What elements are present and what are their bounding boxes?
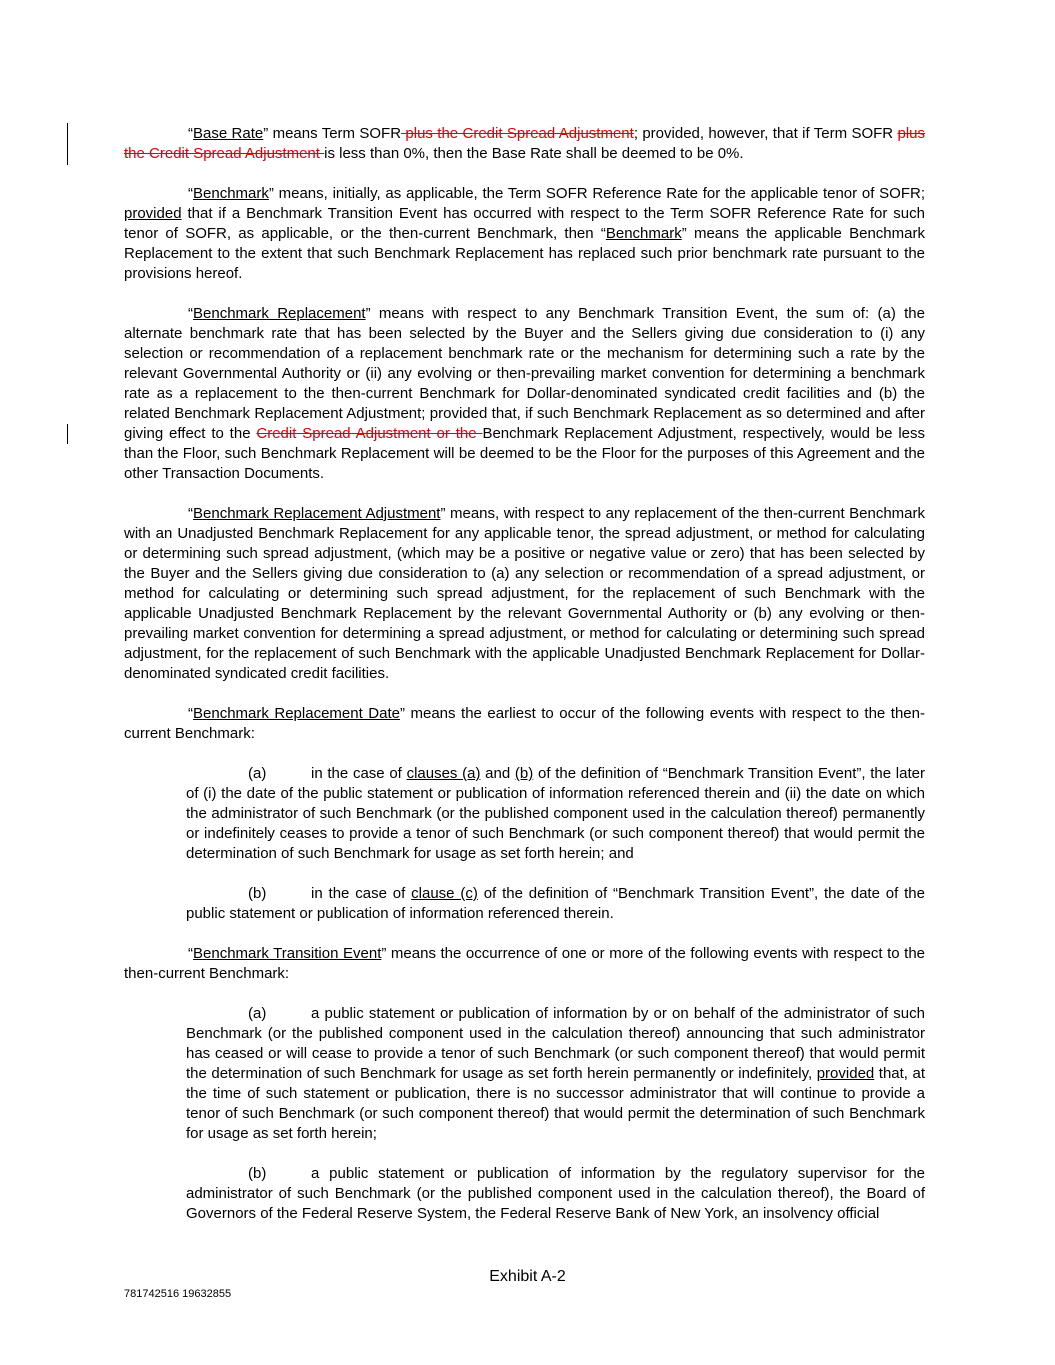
clause-b	[186, 1164, 925, 1224]
text: ” means the applicable Benchmark Replacement to the extent that such Benchmark Replacement has replaced such prior benchmark rate pursuant to the provisions hereof.	[124, 225, 925, 282]
deleted-text: plus the Credit Spread Adjustment	[124, 125, 926, 162]
clause-label: (b)	[248, 885, 267, 902]
definition-benchmark-transition-event	[124, 944, 925, 984]
underlined-text: provided	[124, 205, 182, 222]
text: ” means, initially, as applicable, the Term SOFR Reference Rate for the applicable tenor of SOFR;	[268, 185, 925, 202]
open-quote: “	[188, 305, 193, 322]
defined-term: Benchmark Replacement Date	[193, 705, 400, 722]
text: ” means the earliest to occur of the following events with respect to the then-current Benchmark:	[124, 705, 925, 742]
clause-label: (a)	[248, 765, 267, 782]
clause-a	[186, 764, 925, 864]
defined-term: Benchmark Transition Event	[193, 945, 382, 962]
text: of the definition of “Benchmark Transition Event”, the date of the public statement or publication of information referenced therein.	[186, 885, 925, 922]
open-quote: “	[188, 185, 193, 202]
text: in the case of	[311, 885, 412, 902]
definition-benchmark-replacement-date	[124, 704, 925, 744]
definition-base-rate	[124, 124, 925, 164]
open-quote: “	[188, 945, 193, 962]
text: ” means, with respect to any replacement of the then-current Benchmark with an Unadjusted Benchmark Replacement for any applicable tenor, the spread adjustment, or method for calculating or determining such spread adjustment, (which may be a positive or negative value or zero) that has been selected by the Buyer and the Sellers giving due consideration to (a) any selection or recommendation of a spread adjustment, or method for calculating or determining such spread adjustment, for the replacement of such Benchmark with the applicable Unadjusted Benchmark Replacement by the relevant Governmental Authority or (b) any evolving or then-prevailing market convention for determining a spread adjustment, or method for calculating or determining such spread adjustment, for the replacement of such Benchmark with the applicable Unadjusted Benchmark Replacement for Dollar-denominated syndicated credit facilities.	[124, 505, 925, 682]
text: ” means with respect to any Benchmark Transition Event, the sum of: (a) the alternate benchmark rate that has been selected by the Buyer and the Sellers giving due consideration to (i) any selection or recommendation of a replacement benchmark rate or the mechanism for determining such a rate by the relevant Governmental Authority or (ii) any evolving or then-prevailing market convention for determining a benchmark rate as a replacement to the then-current Benchmark for Dollar-denominated syndicated credit facilities and (b) the related Benchmark Replacement Adjustment; provided that, if such Benchmark Replacement as so determined and after giving effect to the	[124, 305, 925, 442]
exhibit-label: Exhibit A-2	[489, 1268, 566, 1285]
defined-term: Benchmark Replacement	[193, 305, 366, 322]
deleted-text: plus the Credit Spread Adjustment	[401, 125, 634, 142]
text: and	[480, 765, 515, 782]
text: a public statement or publication of information by the regulatory supervisor for the administrator of such Benchmark (or the published component used in the calculation thereof), the Board of Governors of the Federal Reserve System, the Federal Reserve Bank of New York, an insolvency official	[186, 1165, 925, 1222]
definition-benchmark-replacement-adjustment	[124, 504, 925, 684]
defined-term: Base Rate	[193, 125, 264, 142]
text: that if a Benchmark Transition Event has occurred with respect to the Term SOFR Reference Rate for such tenor of SOFR, as applicable, or the then-current Benchmark, then “	[124, 205, 925, 242]
underlined-text: clause (c)	[411, 885, 478, 902]
text: is less than 0%, then the Base Rate shall be deemed to be 0%.	[324, 145, 744, 162]
text: a public statement or publication of information by or on behalf of the administrator of such Benchmark (or the published component used in the calculation thereof) announcing that such administrator has ceased or will cease to provide a tenor of such Benchmark (or such component thereof) that would permit the determination of such Benchmark for usage as set forth herein permanently or indefinitely,	[186, 1005, 925, 1082]
defined-term: Benchmark Replacement Adjustment	[193, 505, 441, 522]
text: ” means Term SOFR	[263, 125, 402, 142]
clause-a	[186, 1004, 925, 1144]
underlined-text: clauses (a)	[406, 765, 481, 782]
text: Benchmark Replacement Adjustment, respectively, would be less than the Floor, such Benchmark Replacement will be deemed to be the Floor for the purposes of this Agreement and the other Transaction Documents.	[124, 425, 926, 482]
change-bar	[67, 123, 68, 165]
open-quote: “	[188, 705, 193, 722]
open-quote: “	[188, 125, 193, 142]
text: ; provided, however, that if Term SOFR	[633, 125, 898, 142]
change-bar	[67, 424, 68, 444]
clause-label: (b)	[248, 1165, 267, 1182]
text: in the case of	[311, 765, 407, 782]
text: ” means the occurrence of one or more of the following events with respect to the then-current Benchmark:	[124, 945, 926, 982]
document-id: 781742516 19632855	[124, 1288, 232, 1300]
definition-benchmark-replacement	[124, 304, 925, 484]
deleted-text: Credit Spread Adjustment or the	[256, 425, 483, 442]
underlined-text: (b)	[514, 765, 534, 782]
underlined-text: provided	[816, 1065, 875, 1082]
text: that, at the time of such statement or publication, there is no successor administrator that will continue to provide a tenor of such Benchmark (or such component thereof) that would permit the determination of such Benchmark for usage as set forth herein;	[186, 1065, 925, 1142]
clause-label: (a)	[248, 1005, 267, 1022]
definition-benchmark	[124, 184, 925, 284]
clause-b	[186, 884, 925, 924]
open-quote: “	[188, 505, 193, 522]
text: of the definition of “Benchmark Transition Event”, the later of (i) the date of the public statement or publication of information referenced therein and (ii) the date on which the administrator of such Benchmark (or the published component used in the calculation thereof) permanently or indefinitely ceases to provide a tenor of such Benchmark (or such component thereof) that would permit the determination of such Benchmark for usage as set forth herein; and	[186, 765, 925, 862]
underlined-text: Benchmark	[605, 225, 682, 242]
defined-term: Benchmark	[193, 185, 269, 202]
